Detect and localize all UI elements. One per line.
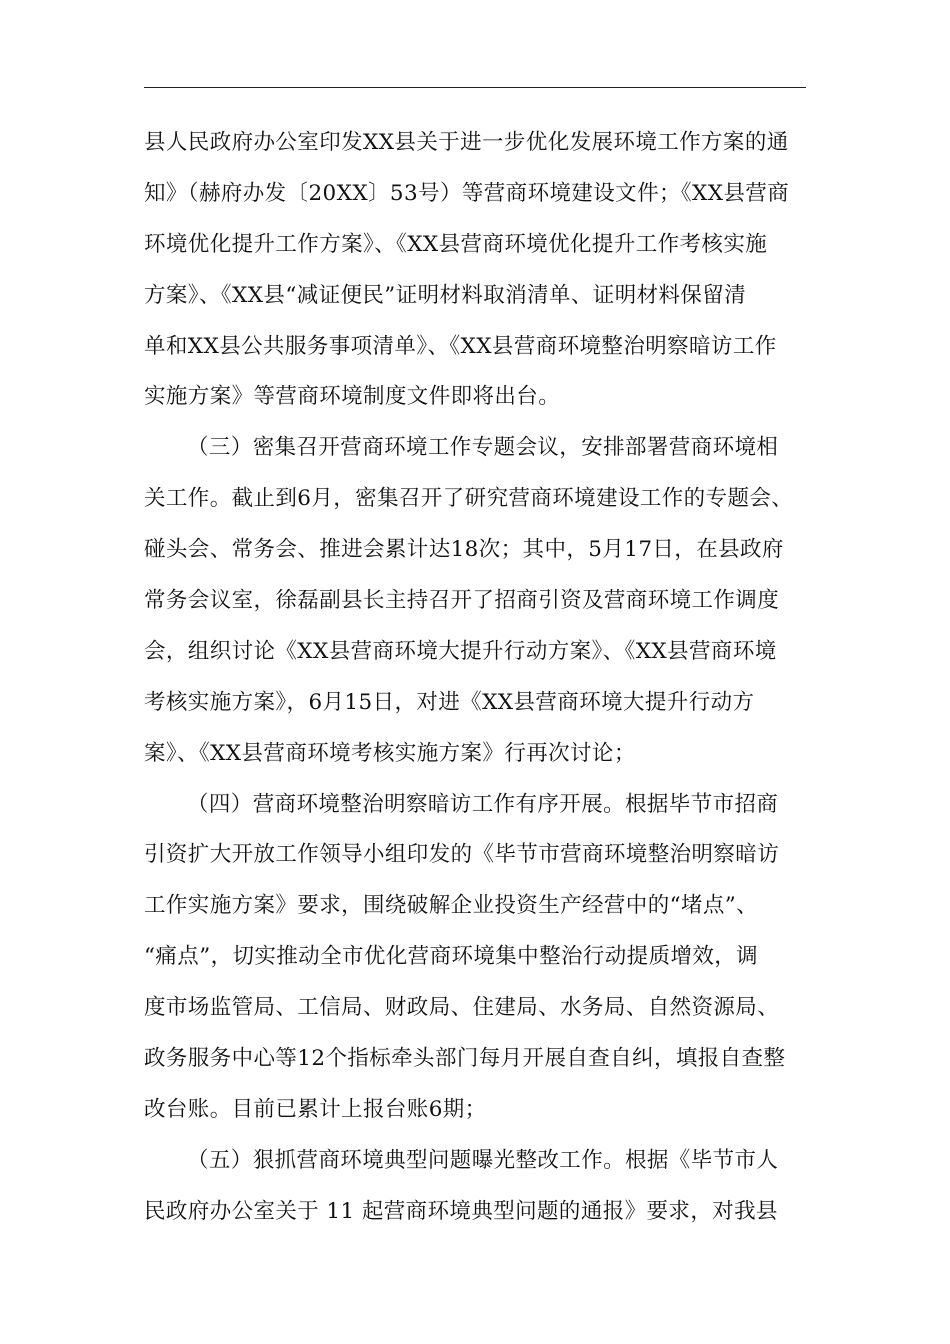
text-line: 案》、《XX县营商环境考核实施方案》行再次讨论； (144, 740, 636, 766)
body-text (144, 118, 844, 1238)
paragraph-3-first-line: （三）密集召开营商环境工作专题会议，安排部署营商环境相 (187, 435, 779, 461)
text-line: 关工作。截止到6月，密集召开了研究营商环境建设工作的专题会、 (144, 486, 794, 512)
text-line: “痛点”，切实推动全市优化营商环境集中整治行动提质增效，调 (144, 944, 759, 970)
text-line: 碰头会、常务会、推进会累计达18次；其中，5月17日，在县政府 (144, 537, 784, 563)
text-line: 县人民政府办公室印发XX县关于进一步优化发展环境工作方案的通 (144, 130, 789, 155)
text-line: 政务服务中心等12个指标牵头部门每月开展自查自纠，填报自查整 (144, 1046, 786, 1072)
text-line: 单和XX县公共服务事项清单》、《XX县营商环境整治明察暗访工作 (144, 333, 777, 359)
text-line: 引资扩大开放工作领导小组印发的《毕节市营商环境整治明察暗访 (144, 842, 780, 868)
text-line: 改台账。目前已累计上报台账6期； (144, 1096, 487, 1122)
text-line: 会，组织讨论《XX县营商环境大提升行动方案》、《XX县营商环境 (144, 638, 777, 664)
paragraph-5-first-line: （五）狠抓营商环境典型问题曝光整改工作。根据《毕节市人 (187, 1147, 779, 1173)
text-line: 实施方案》等营商环境制度文件即将出台。 (144, 384, 561, 410)
text-line: 常务会议室，徐磊副县长主持召开了招商引资及营商环境工作调度 (144, 588, 780, 614)
text-line: 知》（赫府办发〔20XX〕53号）等营商环境建设文件；《XX县营商 (144, 180, 790, 206)
header-rule (144, 87, 806, 88)
text-line: 工作实施方案》要求，围绕破解企业投资生产经营中的“堵点”、 (144, 893, 759, 919)
text-line: 民政府办公室关于 11 起营商环境典型问题的通报》要求，对我县 (144, 1198, 778, 1224)
text-line: 考核实施方案》，6月15日，对进《XX县营商环境大提升行动方 (144, 689, 755, 715)
text-line: 环境优化提升工作方案》、《XX县营商环境优化提升工作考核实施 (144, 231, 768, 257)
paragraph-4-first-line: （四）营商环境整治明察暗访工作有序开展。根据毕节市招商 (187, 791, 779, 817)
text-line: 度市场监管局、工信局、财政局、住建局、水务局、自然资源局、 (144, 995, 780, 1021)
text-line: 方案》、《XX县“减证便民”证明材料取消清单、证明材料保留清 (144, 282, 747, 308)
